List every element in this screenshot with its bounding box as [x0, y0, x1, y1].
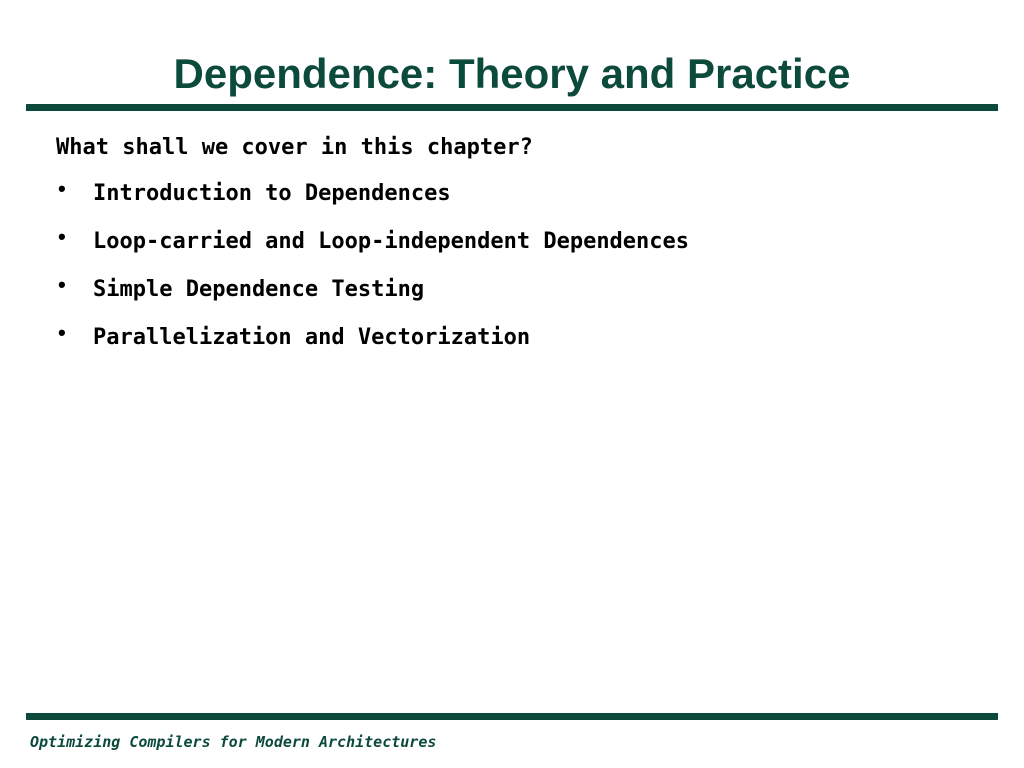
footer-text: Optimizing Compilers for Modern Architectures [30, 733, 437, 751]
bullet-icon: • [58, 272, 66, 297]
bullet-item [56, 266, 976, 314]
slide-title: Dependence: Theory and Practice [173, 50, 851, 97]
bullet-icon: • [58, 224, 66, 249]
bullet-text: Parallelization and Vectorization [93, 325, 531, 350]
bullet-list [56, 170, 976, 362]
bullet-icon: • [58, 320, 66, 345]
bullet-text: Loop-carried and Loop-independent Dependences [93, 229, 690, 254]
footer-divider [26, 713, 998, 720]
bullet-item [56, 170, 976, 218]
bullet-item [56, 314, 976, 362]
bullet-icon: • [58, 176, 66, 201]
title-divider [26, 104, 998, 111]
bullet-text: Simple Dependence Testing [93, 277, 425, 302]
bullet-item [56, 218, 976, 266]
intro-text: What shall we cover in this chapter? [56, 135, 533, 160]
slide-content [56, 126, 976, 362]
bullet-text: Introduction to Dependences [93, 181, 451, 206]
